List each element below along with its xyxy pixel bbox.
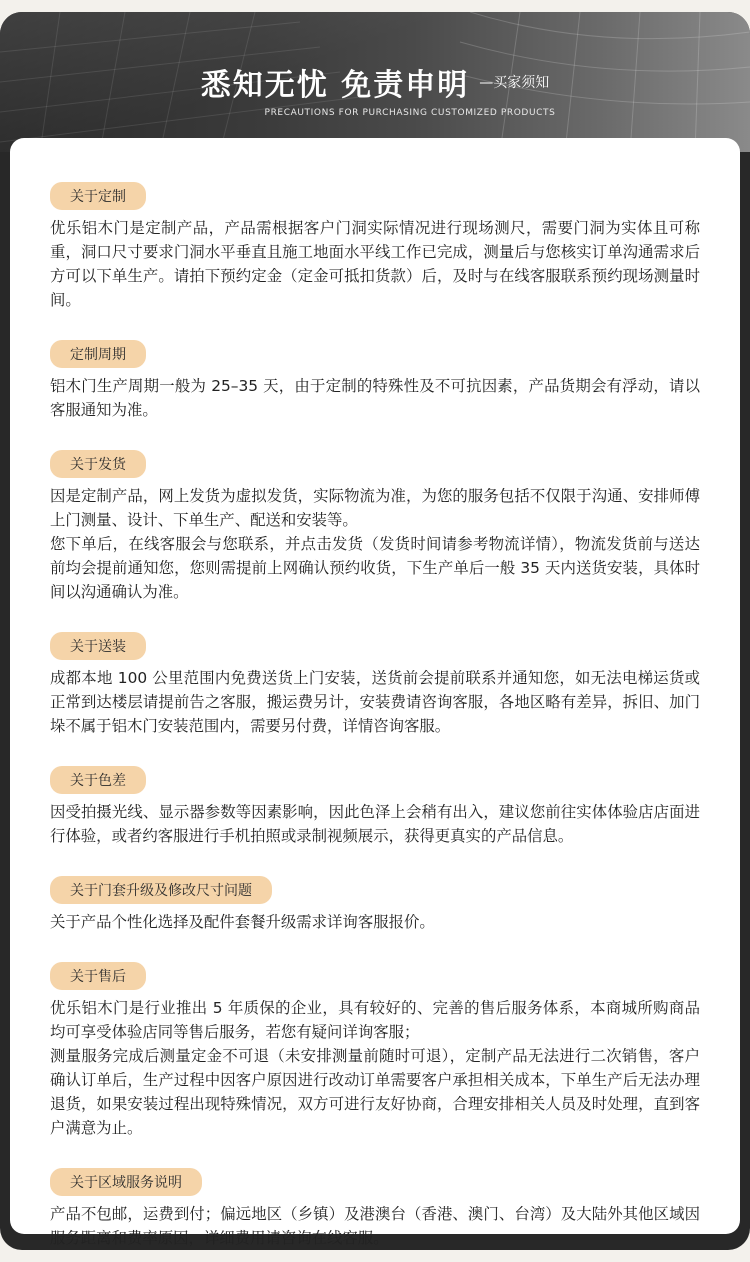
section-text: 优乐铝木门是定制产品，产品需根据客户门洞实际情况进行现场测尺，需要门洞为实体且可称重，洞口尺寸要求门洞水平垂直且施工地面水平线工作已完成，测量后与您核实订单沟通需求后方可以下单生产。请拍下预约定金（定金可抵扣货款）后，及时与在线客服联系预约现场测量时间。 [50,219,700,309]
section-shipping [50,450,700,604]
notice-card [10,138,740,1247]
section-regional-service [50,1168,700,1250]
section-tag: 关于送装 [50,632,146,660]
section-text: 产品不包邮，运费到付；偏远地区（乡镇）及港澳台（香港、澳门、台湾）及大陆外其他区域因服务距离和费率原因，详细费用请咨询在线客服。 [50,1205,700,1247]
section-delivery-install [50,632,700,738]
section-tag: 关于售后 [50,962,146,990]
section-text: 成都本地 100 公里范围内免费送货上门安装，送货前会提前联系并通知您，如无法电梯运货或正常到达楼层请提前告之客服，搬运费另计，安装费请咨询客服，各地区略有差异，拆旧、加门垛不属于铝木门安装范围内，需要另付费，详情咨询客服。 [50,669,700,735]
section-tag: 关于门套升级及修改尺寸问题 [50,876,272,904]
section-production-cycle [50,340,700,422]
section-text: 优乐铝木门是行业推出 5 年质保的企业，具有较好的、完善的售后服务体系，本商城所购商品均可享受体验店同等售后服务，若您有疑问详询客服； [50,999,700,1041]
section-text: 您下单后，在线客服会与您联系，并点击发货（发货时间请参考物流详情），物流发货前与送达前均会提前通知您，您则需提前上网确认预约收货，下生产单后一般 35 天内送货安装，具体时间以沟通确认为准。 [50,535,700,601]
section-color-difference [50,766,700,848]
section-tag: 关于区域服务说明 [50,1168,202,1196]
section-frame-upgrade [50,876,700,934]
section-text: 关于产品个性化选择及配件套餐升级需求详询客服报价。 [50,913,435,931]
page-title-english: PRECAUTIONS FOR PURCHASING CUSTOMIZED PRODUCTS [264,108,556,118]
section-tag: 关于定制 [50,182,146,210]
page-title: 悉知无忧 免责申明 [200,68,470,103]
section-text: 因是定制产品，网上发货为虚拟发货，实际物流为准，为您的服务包括不仅限于沟通、安排师傅上门测量、设计、下单生产、配送和安装等。 [50,487,700,529]
section-text: 铝木门生产周期一般为 25–35 天，由于定制的特殊性及不可抗因素，产品货期会有浮动，请以客服通知为准。 [50,377,700,419]
section-text: 因受拍摄光线、显示器参数等因素影响，因此色泽上会稍有出入，建议您前往实体体验店店面进行体验，或者约客服进行手机拍照或录制视频展示，获得更真实的产品信息。 [50,803,700,845]
section-tag: 关于发货 [50,450,146,478]
section-customization [50,182,700,312]
header-title-block [0,60,750,118]
page-frame [0,12,750,1250]
section-tag: 定制周期 [50,340,146,368]
section-after-sales [50,962,700,1140]
header-banner [0,12,750,152]
section-text: 测量服务完成后测量定金不可退（未安排测量前随时可退），定制产品无法进行二次销售，客户确认订单后，生产过程中因客户原因进行改动订单需要客户承担相关成本，下单生产后无法办理退货，如果安装过程出现特殊情况，双方可进行友好协商，合理安排相关人员及时处理，直到客户满意为止。 [50,1047,700,1137]
page-subtitle: —买家须知 [479,75,550,91]
section-tag: 关于色差 [50,766,146,794]
